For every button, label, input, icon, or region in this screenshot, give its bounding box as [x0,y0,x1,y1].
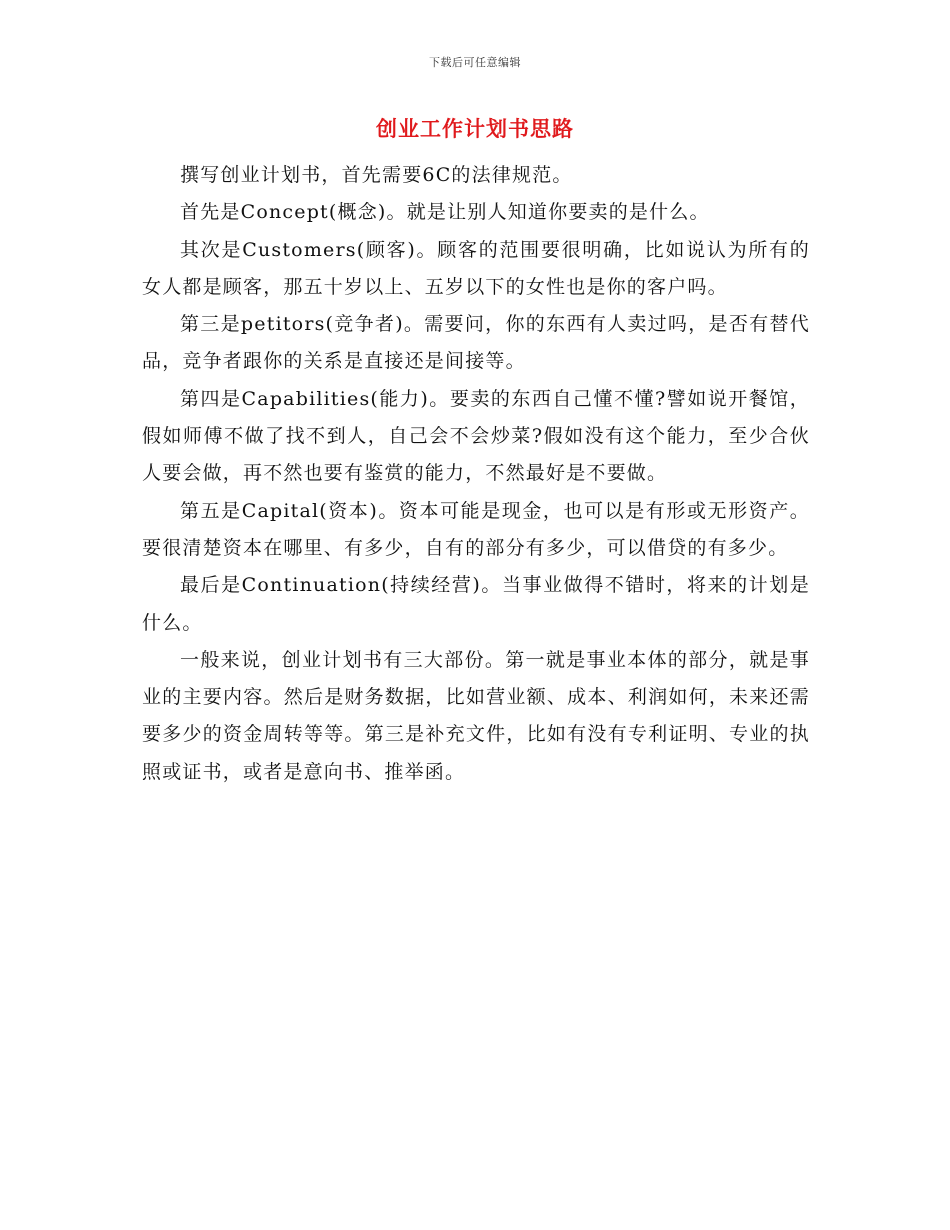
paragraph-intro: 撰写创业计划书，首先需要6C的法律规范。 [180,164,573,186]
paragraph-capital: 第五是Capital(资本)。资本可能是现金，也可以是有形或无形资产。要很清楚资本在哪里、有多少，自有的部分有多少，可以借贷的有多少。 [142,499,810,559]
paragraph-competitors: 第三是petitors(竞争者)。需要问，你的东西有人卖过吗，是否有替代品，竞争者跟你的关系是直接还是间接等。 [142,313,810,373]
paragraph-concept: 首先是Concept(概念)。就是让别人知道你要卖的是什么。 [180,201,710,224]
document-body [142,157,810,791]
paragraph-summary: 一般来说，创业计划书有三大部份。第一就是事业本体的部分，就是事业的主要内容。然后是财务数据，比如营业额、成本、利润如何，未来还需要多少的资金周转等等。第三是补充文件，比如有没有专利证明、专业的执照或证书，或者是意向书、推举函。 [142,648,810,783]
header-note: 下载后可任意编辑 [429,56,521,69]
paragraph-capabilities: 第四是Capabilities(能力)。要卖的东西自己懂不懂?譬如说开餐馆，假如师傅不做了找不到人，自己会不会炒菜?假如没有这个能力，至少合伙人要会做，再不然也要有鉴赏的能力，不然最好是不要做。 [142,387,810,485]
document-title: 创业工作计划书思路 [376,116,574,141]
paragraph-continuation: 最后是Continuation(持续经营)。当事业做得不错时，将来的计划是什么。 [142,574,810,634]
paragraph-customers: 其次是Customers(顾客)。顾客的范围要很明确，比如说认为所有的女人都是顾客，那五十岁以上、五岁以下的女性也是你的客户吗。 [142,238,810,298]
